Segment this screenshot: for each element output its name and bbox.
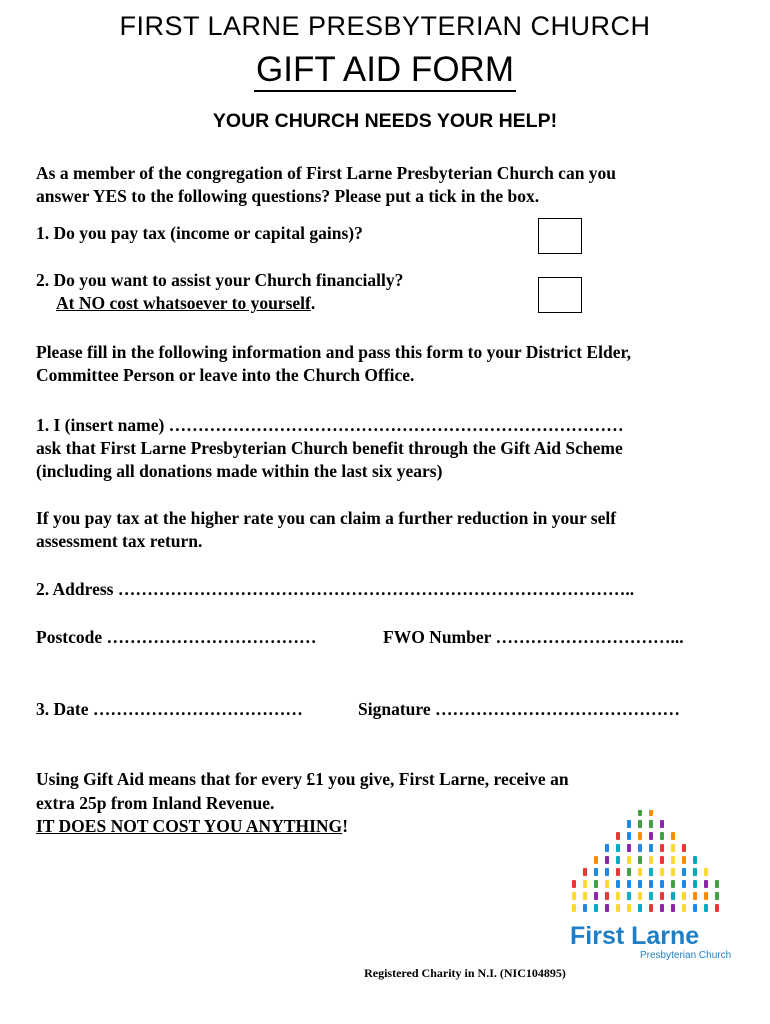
logo-dash <box>572 892 576 900</box>
logo-dash <box>715 880 719 888</box>
logo-dash <box>671 844 675 852</box>
name-field[interactable]: 1. I (insert name) …………………………………………………………………… <box>36 415 624 435</box>
gift-aid-statement-2: (including all donations made within the last six years) <box>36 461 443 481</box>
no-cost-exclamation: ! <box>342 816 349 836</box>
logo-dash <box>660 844 664 852</box>
question-1: 1. Do you pay tax (income or capital gains)? <box>36 223 363 243</box>
logo-name: First Larne <box>570 922 700 950</box>
gift-aid-benefit-line-2: extra 25p from Inland Revenue. <box>36 793 275 813</box>
higher-rate-line-2: assessment tax return. <box>36 531 203 551</box>
logo-dash <box>671 880 675 888</box>
logo-dash <box>671 892 675 900</box>
logo-dash <box>671 868 675 876</box>
logo-dash <box>616 832 620 840</box>
intro-line-1: As a member of the congregation of First Larne Presbyterian Church can you <box>36 163 617 183</box>
logo-dash <box>649 904 653 912</box>
logo-dash <box>649 820 653 828</box>
logo-dash <box>616 892 620 900</box>
logo-dash <box>693 904 697 912</box>
signature-field[interactable]: Signature …………………………………… <box>358 699 680 719</box>
postcode-field[interactable]: Postcode ……………………………… <box>36 627 317 647</box>
logo-dash <box>638 820 642 828</box>
logo-dash <box>704 892 708 900</box>
logo-dash <box>605 892 609 900</box>
logo-dash <box>594 868 598 876</box>
logo-dash <box>616 880 620 888</box>
logo-dash <box>660 868 664 876</box>
logo-dash <box>638 880 642 888</box>
logo-dash <box>594 892 598 900</box>
subtitle: YOUR CHURCH NEEDS YOUR HELP! <box>212 110 558 132</box>
logo-dash <box>704 904 708 912</box>
logo-dash <box>616 844 620 852</box>
logo-dash <box>649 844 653 852</box>
logo-dash <box>572 880 576 888</box>
logo-dash <box>682 856 686 864</box>
logo-dash <box>649 880 653 888</box>
logo-dash <box>583 868 587 876</box>
logo-dash <box>682 892 686 900</box>
logo-dash <box>693 892 697 900</box>
question-2-note-underlined: At NO cost whatsoever to yourself <box>56 293 311 313</box>
gift-aid-benefit-line-1: Using Gift Aid means that for every £1 you give, First Larne, receive an <box>36 769 569 789</box>
logo-dash <box>627 832 631 840</box>
higher-rate-line-1: If you pay tax at the higher rate you can claim a further reduction in your self <box>36 508 617 528</box>
tickbox-assist[interactable] <box>538 277 582 313</box>
logo-dash <box>693 880 697 888</box>
logo-dash <box>649 856 653 864</box>
tickbox-tax[interactable] <box>538 218 582 254</box>
logo-dash <box>704 880 708 888</box>
logo-dash <box>660 892 664 900</box>
instructions-line-1: Please fill in the following information and pass this form to your District Elder, <box>36 342 631 362</box>
logo-dash <box>693 868 697 876</box>
logo-dash <box>671 904 675 912</box>
question-2: 2. Do you want to assist your Church financially? <box>36 270 404 290</box>
logo-dash <box>638 892 642 900</box>
logo-dash <box>594 904 598 912</box>
logo-dash <box>660 880 664 888</box>
logo-dash <box>671 856 675 864</box>
logo-dash <box>605 844 609 852</box>
logo-dash <box>715 904 719 912</box>
logo-dash <box>649 868 653 876</box>
logo-dash <box>671 832 675 840</box>
logo-subtitle: Presbyterian Church <box>640 950 732 961</box>
form-title: GIFT AID FORM <box>254 50 516 92</box>
no-cost-underlined: IT DOES NOT COST YOU ANYTHING <box>36 816 343 836</box>
logo-dash <box>627 856 631 864</box>
logo-dash <box>649 892 653 900</box>
logo-dash <box>660 820 664 828</box>
question-2-note <box>56 292 315 315</box>
logo-dash <box>660 856 664 864</box>
logo-dash <box>638 832 642 840</box>
fwo-number-field[interactable]: FWO Number …………………………... <box>383 627 684 647</box>
logo-dash <box>616 868 620 876</box>
first-larne-logo-graphic <box>568 810 724 922</box>
intro-line-2: answer YES to the following questions? Please put a tick in the box. <box>36 186 540 206</box>
logo-dash <box>572 904 576 912</box>
logo-dash <box>649 832 653 840</box>
logo-dash <box>638 868 642 876</box>
logo-dash <box>682 904 686 912</box>
question-2-note-period: . <box>310 293 316 313</box>
logo-dash <box>605 856 609 864</box>
date-field[interactable]: 3. Date ……………………………… <box>36 699 303 719</box>
logo-dash <box>616 904 620 912</box>
address-field[interactable]: 2. Address …………………………………………………………………………….. <box>36 579 635 599</box>
logo-dash <box>638 904 642 912</box>
logo-dash <box>693 856 697 864</box>
logo-dash <box>638 844 642 852</box>
logo-dash <box>682 868 686 876</box>
logo-dash <box>704 868 708 876</box>
charity-registration: Registered Charity in N.I. (NIC104895) <box>364 966 566 980</box>
logo-dash <box>649 810 653 816</box>
logo-dash <box>715 892 719 900</box>
logo-dash <box>627 904 631 912</box>
logo-dash <box>605 880 609 888</box>
logo-dash <box>660 832 664 840</box>
logo-dash <box>583 880 587 888</box>
logo-dash <box>627 880 631 888</box>
logo-dash <box>616 856 620 864</box>
no-cost-statement <box>36 815 348 838</box>
logo-dash <box>594 880 598 888</box>
logo-dash <box>638 856 642 864</box>
form-title-container <box>0 50 770 92</box>
logo-dash <box>660 904 664 912</box>
logo-dash <box>627 892 631 900</box>
logo-dash <box>638 810 642 816</box>
logo-dash <box>583 892 587 900</box>
logo-dash <box>682 844 686 852</box>
gift-aid-statement-1: ask that First Larne Presbyterian Church benefit through the Gift Aid Scheme <box>36 438 623 458</box>
logo-dash <box>605 904 609 912</box>
logo-dash <box>594 856 598 864</box>
logo-dash <box>605 868 609 876</box>
logo-dash <box>627 868 631 876</box>
logo-dash <box>627 844 631 852</box>
instructions-line-2: Committee Person or leave into the Church Office. <box>36 365 415 385</box>
logo-dash <box>583 904 587 912</box>
logo-dash <box>682 880 686 888</box>
church-name-heading: FIRST LARNE PRESBYTERIAN CHURCH <box>119 11 651 41</box>
logo-dash <box>627 820 631 828</box>
